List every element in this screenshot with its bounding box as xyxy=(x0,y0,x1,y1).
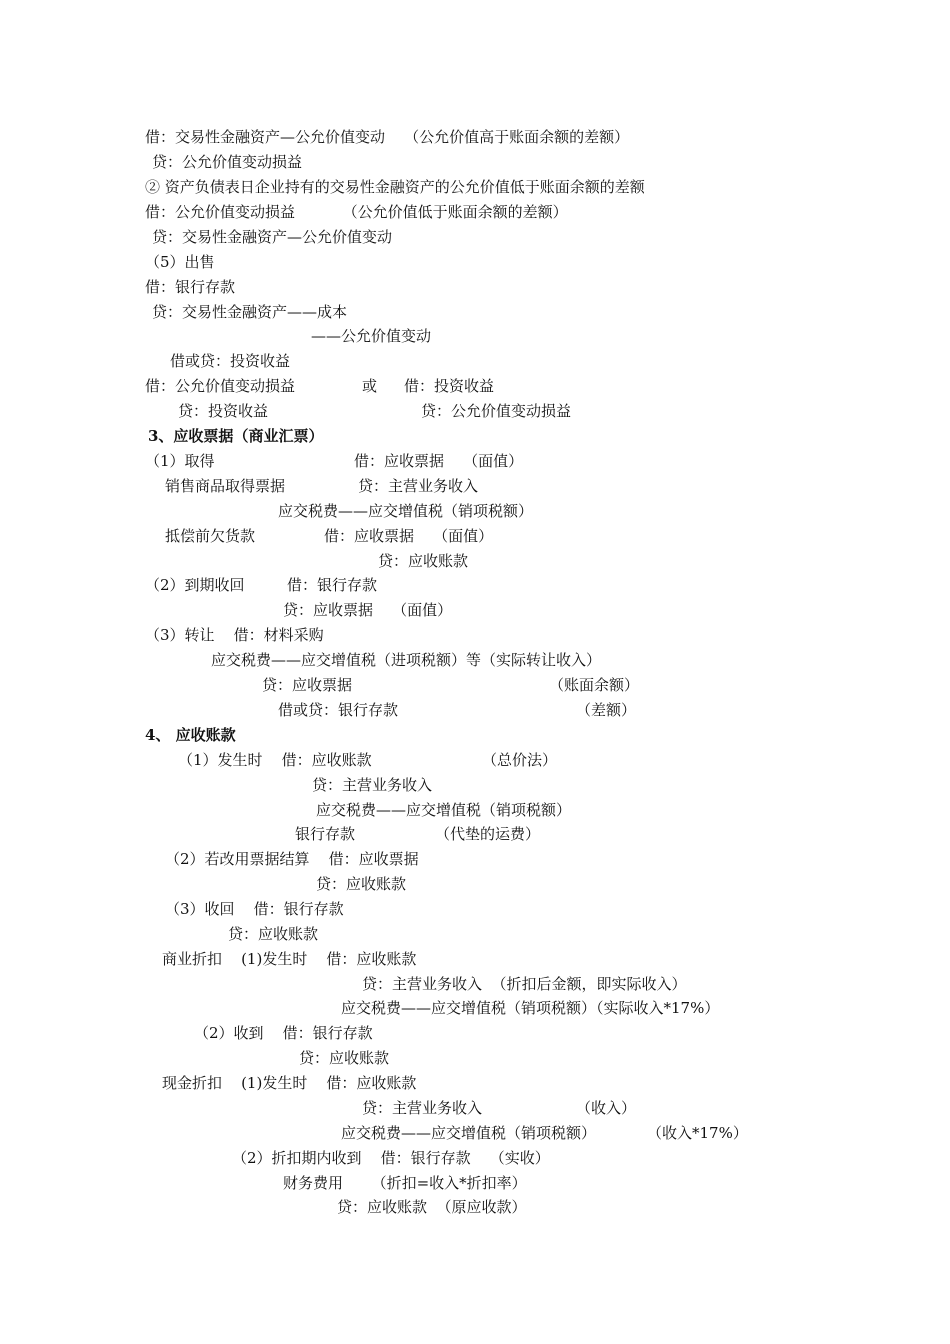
text-line: 销售商品取得票据 xyxy=(165,477,286,495)
text-line: 贷：交易性金融资产——成本 xyxy=(152,303,348,321)
text-line: 贷：主营业务收入 xyxy=(358,477,479,495)
text-line: 贷：主营业务收入 xyxy=(312,776,433,794)
text-line: 借：应收票据 （面值） xyxy=(324,527,494,545)
text-line: 借或贷：银行存款 xyxy=(278,701,399,719)
text-line: 贷：交易性金融资产—公允价值变动 xyxy=(152,228,393,246)
text-line: （2）若改用票据结算 借：应收票据 xyxy=(165,850,419,868)
text-line: （3）转让 借：材料采购 xyxy=(145,626,324,644)
text-line: 贷：应收账款 xyxy=(228,925,319,943)
text-line: （1）取得 xyxy=(145,452,215,470)
text-line: 应交税费——应交增值税（销项税额）（实际收入*17%） xyxy=(341,999,720,1017)
text-line: 应交税费——应交增值税（销项税额） xyxy=(341,1124,597,1142)
section-heading: 3、应收票据（商业汇票） xyxy=(148,427,324,445)
section-heading: 4、 应收账款 xyxy=(145,726,236,744)
text-line: （1）发生时 借：应收账款 xyxy=(178,751,372,769)
text-line: 贷：主营业务收入 （折扣后金额，即实际收入） xyxy=(362,975,687,993)
text-line: （3）收回 借：银行存款 xyxy=(165,900,344,918)
text-line: 借：应收票据 （面值） xyxy=(354,452,524,470)
text-line: 现金折扣 (1)发生时 借：应收账款 xyxy=(162,1074,417,1092)
text-line: （账面余额） xyxy=(549,676,640,694)
text-line: ② 资产负债表日企业持有的交易性金融资产的公允价值低于账面余额的差额 xyxy=(145,178,645,196)
text-line: 借：公允价值变动损益 xyxy=(145,377,296,395)
text-line: 贷：应收票据 xyxy=(262,676,353,694)
text-line: 贷：公允价值变动损益 xyxy=(152,153,303,171)
text-line: 借：公允价值变动损益 （公允价值低于账面余额的差额） xyxy=(145,203,568,221)
text-line: （总价法） xyxy=(482,751,558,769)
text-line: 借：银行存款 xyxy=(145,278,236,296)
text-line: （5）出售 xyxy=(145,253,215,271)
text-line: 借：交易性金融资产—公允价值变动 （公允价值高于账面余额的差额） xyxy=(145,128,630,146)
text-line: （2）收到 借：银行存款 xyxy=(194,1024,373,1042)
text-line: 应交税费——应交增值税（销项税额） xyxy=(316,801,572,819)
text-line: 财务费用 （折扣=收入*折扣率） xyxy=(283,1174,527,1192)
text-line: ——公允价值变动 xyxy=(311,327,432,345)
text-line: 借：投资收益 xyxy=(404,377,495,395)
text-line: （代垫的运费） xyxy=(435,825,541,843)
text-line: 银行存款 xyxy=(295,825,356,843)
text-line: 贷：应收账款 xyxy=(316,875,407,893)
text-line: 贷：应收账款 xyxy=(299,1049,390,1067)
text-line: 贷：公允价值变动损益 xyxy=(421,402,572,420)
text-line: 贷：投资收益 xyxy=(178,402,269,420)
text-line: 商业折扣 (1)发生时 借：应收账款 xyxy=(162,950,417,968)
text-line: 应交税费——应交增值税（销项税额） xyxy=(278,502,534,520)
text-line: 抵偿前欠货款 xyxy=(165,527,256,545)
text-line: 贷：应收账款 （原应收款） xyxy=(337,1198,527,1216)
text-line: 借或贷：投资收益 xyxy=(170,352,291,370)
text-line: 或 xyxy=(362,377,378,395)
text-line: 贷：应收票据 （面值） xyxy=(283,601,453,619)
text-line: （2）折扣期内收到 借：银行存款 （实收） xyxy=(232,1149,550,1167)
text-line: 应交税费——应交增值税（进项税额）等（实际转让收入） xyxy=(211,651,602,669)
text-line: （差额） xyxy=(576,701,637,719)
text-line: （收入） xyxy=(576,1099,637,1117)
text-line: （2）到期收回 xyxy=(145,576,245,594)
text-line: 贷：主营业务收入 xyxy=(362,1099,483,1117)
text-line: 贷：应收账款 xyxy=(378,552,469,570)
text-line: 借：银行存款 xyxy=(287,576,378,594)
text-line: （收入*17%） xyxy=(647,1124,748,1142)
